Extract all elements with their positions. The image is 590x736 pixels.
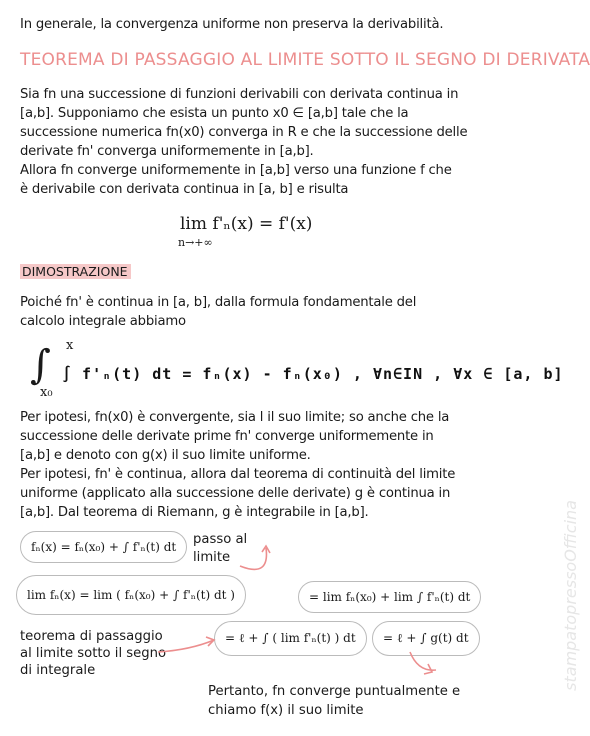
statement-line: Sia fn una successione di funzioni derivabili con derivata continua in: [20, 87, 459, 102]
watermark: stampatopressoOfficina: [561, 500, 580, 691]
main-formula-expression: lim f'ₙ(x) = f'(x): [180, 214, 313, 234]
equation-limit-right: = lim fₙ(x₀) + lim ∫ f'ₙ(t) dt: [298, 581, 481, 613]
proof-line: Per ipotesi, fn(x0) è convergente, sia l il suo limite; so anche che la: [20, 410, 450, 425]
note-line: passo al: [193, 532, 248, 547]
statement-line: [a,b]. Supponiamo che esista un punto x0 ∈ [a,b] tale che la: [20, 106, 409, 121]
handwritten-equation: ∫ f'ₙ(t) dt = fₙ(x) - fₙ(x₀) , ∀n∈IN , ∀x ∈ [a, b]: [62, 365, 564, 383]
equation-ell-limit: = ℓ + ∫ ( lim f'ₙ(t) ) dt: [214, 621, 367, 656]
arrow-teorema-icon: [158, 640, 214, 652]
integral-upper-limit: x: [66, 338, 74, 353]
proof-line: Per ipotesi, fn' è continua, allora dal teorema di continuità del limite: [20, 467, 456, 482]
integral-sign-icon: ∫: [30, 342, 51, 388]
integral-lower-limit: x₀: [40, 385, 53, 400]
note-line: al limite sotto il segno: [20, 646, 167, 661]
main-formula-subscript: n→+∞: [178, 236, 213, 249]
proof-line: successione delle derivate prime fn' converge uniformemente in: [20, 429, 434, 444]
proof-intro-line: Poiché fn' è continua in [a, b], dalla formula fondamentale del: [20, 295, 417, 310]
equation-limit-left: lim fₙ(x) = lim ( fₙ(x₀) + ∫ f'ₙ(t) dt ): [16, 575, 246, 615]
proof-heading: DIMOSTRAZIONE: [20, 264, 131, 279]
proof-line: [a,b]. Dal teorema di Riemann, g è integrabile in [a,b].: [20, 505, 369, 520]
statement-line: è derivabile con derivata continua in [a, b] e risulta: [20, 182, 349, 197]
arrow-conclusion-icon: [410, 652, 436, 670]
intro-line: In generale, la convergenza uniforme non preserva la derivabilità.: [20, 17, 444, 32]
conclusion-line: chiamo f(x) il suo limite: [208, 703, 364, 718]
equation-ell-g: = ℓ + ∫ g(t) dt: [372, 621, 480, 656]
note-line: di integrale: [20, 663, 96, 678]
statement-line: Allora fn converge uniformemente in [a,b] verso una funzione f che: [20, 163, 452, 178]
proof-line: uniforme (applicato alla successione delle derivate) g è continua in: [20, 486, 451, 501]
statement-line: derivate fn' converga uniformemente in [a,b].: [20, 144, 314, 159]
note-line: teorema di passaggio: [20, 629, 163, 644]
statement-line: successione numerica fn(x0) converga in R e che la successione delle: [20, 125, 468, 140]
proof-intro-line: calcolo integrale abbiamo: [20, 314, 186, 329]
conclusion-line: Pertanto, fn converge puntualmente e: [208, 684, 461, 699]
proof-line: [a,b] e denoto con g(x) il suo limite uniforme.: [20, 448, 311, 463]
theorem-title: TEOREMA DI PASSAGGIO AL LIMITE SOTTO IL SEGNO DI DERIVATA: [20, 50, 590, 70]
note-line: limite: [193, 550, 231, 565]
equation-fn: fₙ(x) = fₙ(x₀) + ∫ f'ₙ(t) dt: [20, 531, 187, 563]
